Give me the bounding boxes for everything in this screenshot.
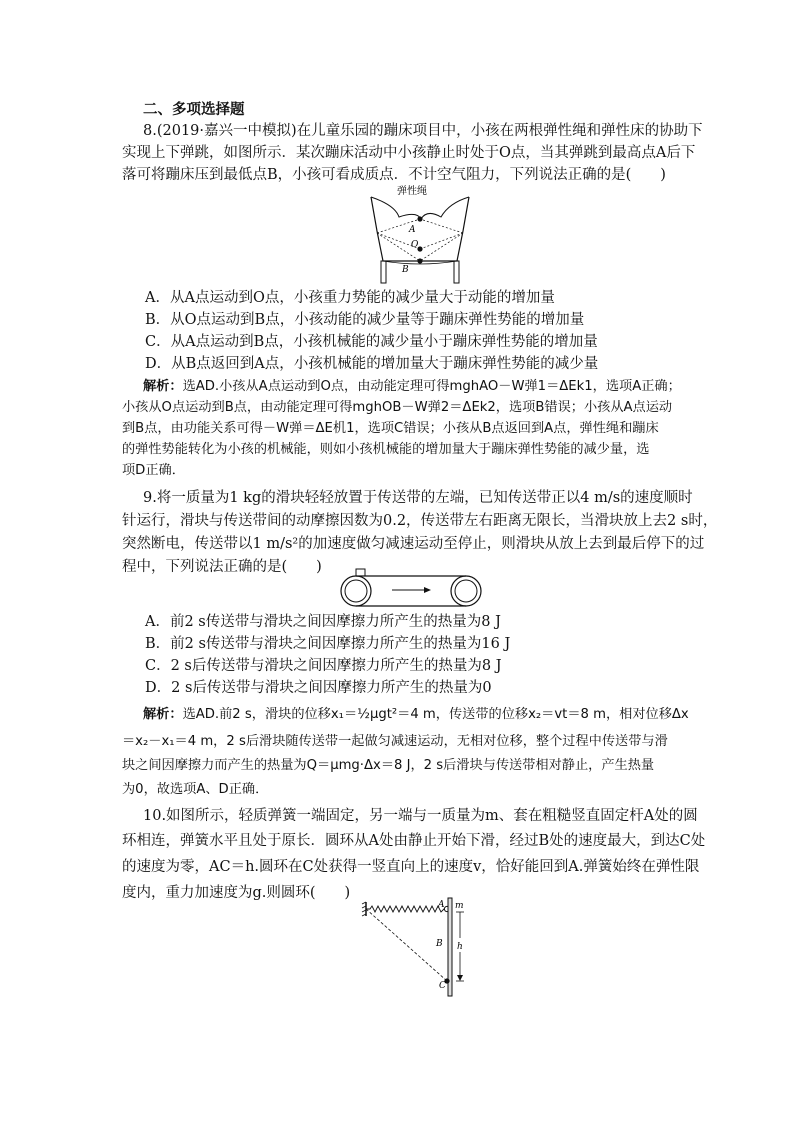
section-title: 二、多项选择题 [143,101,245,118]
label-o: O [411,240,419,250]
q9-solution-line-1: 解析：选AD.前2 s，滑块的位移x₁＝½μgt²＝4 m，传送带的位移x₂＝vt＝8 m，相对位移Δx [143,707,689,722]
q8-solution-label: 解析： [143,379,183,394]
rope-label: 弹性绳 [397,186,427,197]
q9-line-2: 针运行，滑块与传送带间的动摩擦因数为0.2，传送带左右距离无限长，当滑块放上去2 s时， [122,513,718,529]
label-m: m [455,901,464,911]
q9-option-c: C．2 s后传送带与滑块之间因摩擦力所产生的热量为8 J [145,658,502,674]
q9-line-3: 突然断电，传送带以1 m/s²的加速度做匀减速运动至停止，则滑块从放上去到最后停下的过 [122,536,705,552]
label-b: B [436,939,443,949]
q8-solution-line-5: 项D正确． [122,463,185,478]
q10-line-4: 度内，重力加速度为g.则圆环( ) [122,885,351,901]
q10-line-1: 10.如图所示，轻质弹簧一端固定，另一端与一质量为m、套在粗糙竖直固定杆A处的圆 [143,808,698,824]
q9-solution-line-4: 为0，故选项A、D正确． [122,782,269,797]
q10-line-3: 的速度为零，AC＝h.圆环在C处获得一竖直向上的速度v，恰好能回到A.弹簧始终在弹性限 [122,859,700,875]
q9-line-1: 9.将一质量为1 kg的滑块轻轻放置于传送带的左端，已知传送带正以4 m/s的速度顺时 [143,490,693,506]
q10-line-2: 环相连，弹簧水平且处于原长．圆环从A处由静止开始下滑，经过B处的速度最大，到达C处 [122,833,706,849]
q9-option-d: D．2 s后传送带与滑块之间因摩擦力所产生的热量为0 [145,680,492,696]
q9-option-b: B．前2 s传送带与滑块之间因摩擦力所产生的热量为16 J [145,636,511,652]
q8-option-a: A．从A点运动到O点，小孩重力势能的减少量大于动能的增加量 [145,290,555,306]
conveyor-belt-figure [336,564,486,610]
q8-solution-line-3: 到B点，由功能关系可得－W弹＝ΔE机1，选项C错误；小孩从B点返回到A点，弹性绳和蹦床 [122,421,659,436]
q8-line-1: 8.(2019·嘉兴一中模拟)在儿童乐园的蹦床项目中，小孩在两根弹性绳和弹性床的协助下 [143,123,703,139]
q8-option-b: B．从O点运动到B点，小孩动能的减少量等于蹦床弹性势能的增加量 [145,312,585,328]
label-c: C [439,981,446,991]
trampoline-figure [365,183,475,285]
q9-solution-line-2: ＝x₂－x₁＝4 m，2 s后滑块随传送带一起做匀减速运动，无相对位移，整个过程中传送带与滑 [122,734,668,749]
q8-line-3: 落可将蹦床压到最低点B，小孩可看成质点．不计空气阻力，下列说法正确的是( ) [122,167,666,183]
q8-solution-line-1: 解析：选AD.小孩从A点运动到O点，由动能定理可得mghAO－W弹1＝ΔEk1，选项A正确； [143,379,681,394]
spring-ring-figure [356,896,476,1000]
q9-solution-line-3: 块之间因摩擦力而产生的热量为Q＝μmg·Δx＝8 J，2 s后滑块与传送带相对静止，产生热量 [122,758,655,773]
q8-line-2: 实现上下弹跳，如图所示．某次蹦床活动中小孩静止时处于O点，当其弹跳到最高点A后下 [122,145,696,161]
q9-option-a: A．前2 s传送带与滑块之间因摩擦力所产生的热量为8 J [145,614,501,630]
q8-solution-line-4: 的弹性势能转化为小孩的机械能，则如小孩机械能的增加量大于蹦床弹性势能的减少量，选 [122,442,650,457]
q9-line-4: 程中，下列说法正确的是( ) [122,559,322,575]
q9-solution-label: 解析： [143,707,183,722]
q8-option-d: D．从B点返回到A点，小孩机械能的增加量大于蹦床弹性势能的减少量 [145,356,599,372]
q8-option-c: C．从A点运动到B点，小孩机械能的减少量小于蹦床弹性势能的增加量 [145,334,598,350]
label-b: B [402,265,409,275]
label-a: A [409,225,416,235]
label-h: h [457,942,463,952]
q8-solution-line-2: 小孩从O点运动到B点，由动能定理可得mghOB－W弹2＝ΔEk2，选项B错误；小孩从A点运动 [122,400,673,415]
label-a: A [438,900,445,910]
